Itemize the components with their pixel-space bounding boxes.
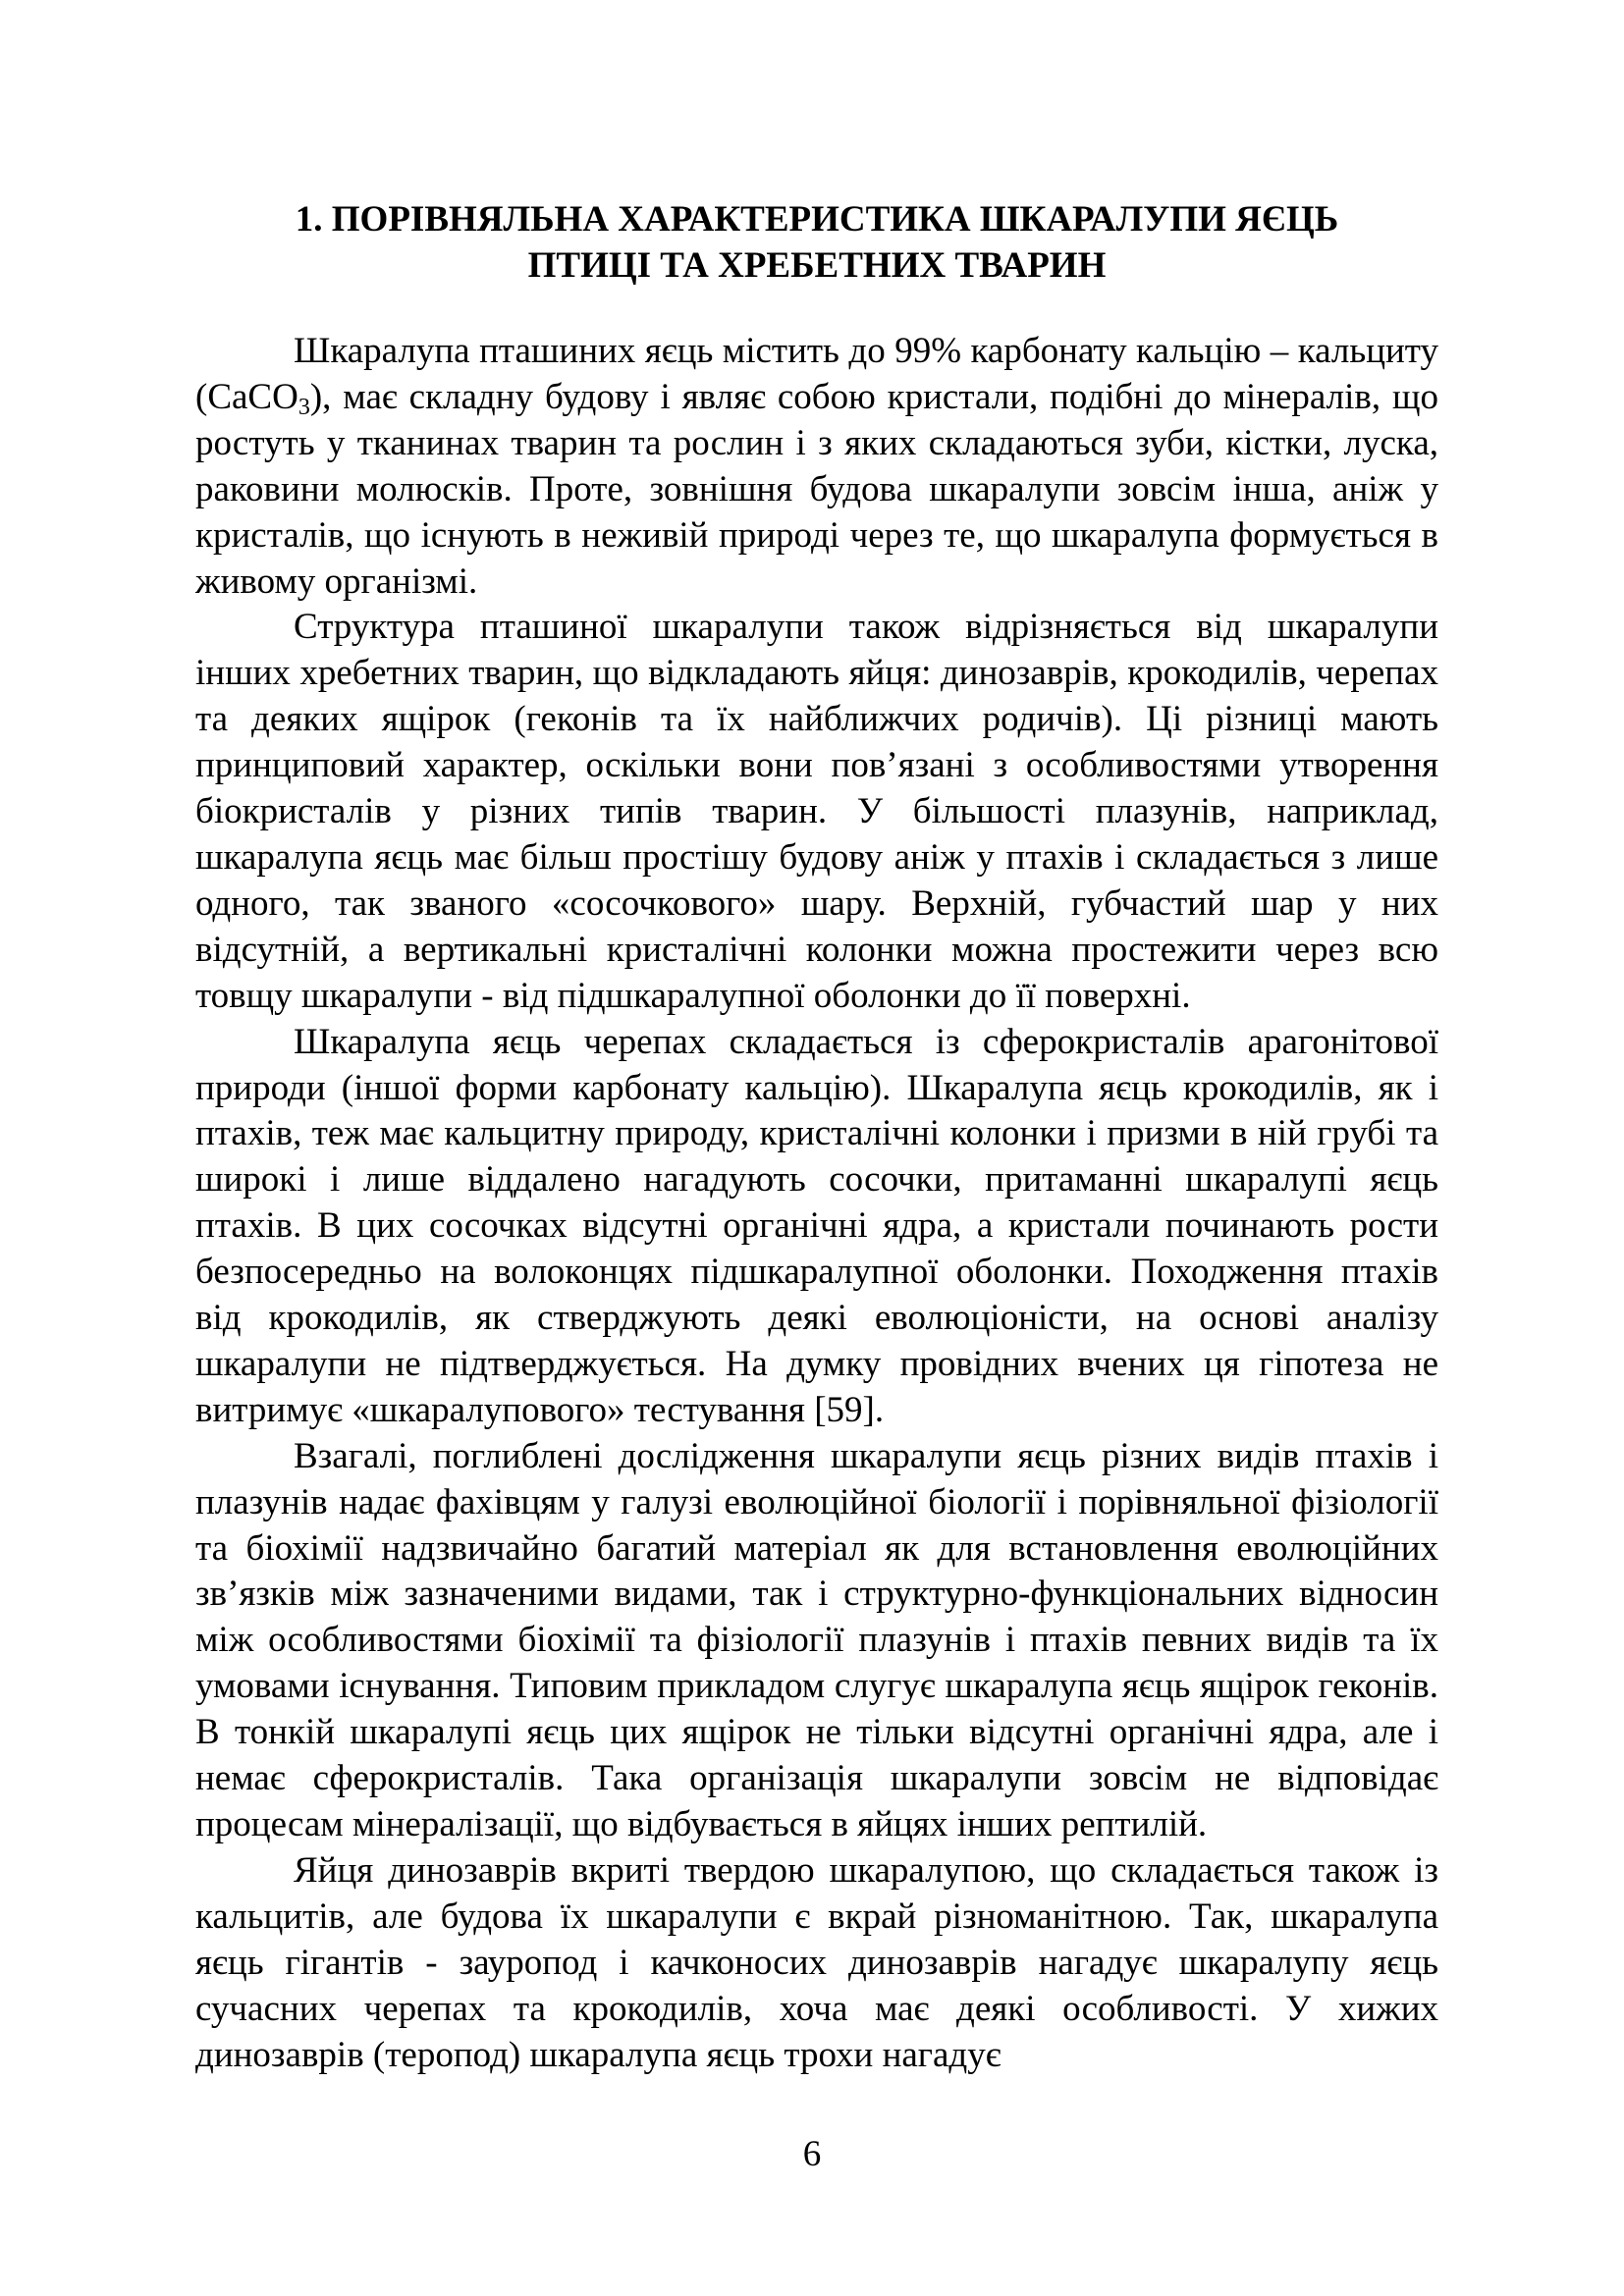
document-page [195,196,1438,2078]
paragraph-3: Шкаралупа яєць черепах складається із сферокристалів арагонітової природи (іншої форми карбонату кальцію). Шкаралупа яєць крокодилів, як і птахів, теж має кальцитну природу, кристалічні колонки і призми в ній грубі та широкі і лише віддалено нагадують сосочки, притаманні шкаралупі яєць птахів. В цих сосочках відсутні органічні ядра, а кристали починають рости безпосередньо на волоконцях підшкаралупної оболонки. Походження птахів від крокодилів, як стверджують деякі еволюціоністи, на основі аналізу шкаралупи не підтверджується. На думку провідних вчених ця гіпотеза не витримує «шкаралупового» тестування [59]. [195,1021,1438,1430]
paragraph-2: Структура пташиної шкаралупи також відрізняється від шкаралупи інших хребетних тварин, що відкладають яйця: динозаврів, крокодилів, черепах та деяких ящірок (геконів та їх найближчих родичів). Ці різниці мають принциповий характер, оскільки вони пов’язані з особливостями утворення біокристалів у різних типів тварин. У більшості плазунів, наприклад, шкаралупа яєць має більш простішу будову аніж у птахів і складається з лише одного, так званого «сосочкового» шару. Верхній, губчастий шар у них відсутній, а вертикальні кристалічні колонки можна простежити через всю товщу шкаралупи - від підшкаралупної оболонки до її поверхні. [195,607,1438,1016]
paragraph-5: Яйця динозаврів вкриті твердою шкаралупою, що складається також із кальцитів, але будова їх шкаралупи є вкрай різноманітною. Так, шкаралупа яєць гігантів - зауропод і качконосих динозаврів нагадує шкаралупу яєць сучасних черепах та крокодилів, хоча має деякі особливості. У хижих динозаврів (теропод) шкаралупа яєць трохи нагадує [195,1849,1438,2075]
heading-line-1: 1. ПОРІВНЯЛЬНА ХАРАКТЕРИСТИКА ШКАРАЛУПИ ЯЄЦЬ [295,199,1339,240]
section-heading [195,196,1438,289]
paragraph-4: Взагалі, поглиблені дослідження шкаралупи яєць різних видів птахів і плазунів надає фахівцям у галузі еволюційної біології і порівняльної фізіології та біохімії надзвичайно багатий матеріал як для встановлення еволюційних зв’язків між зазначеними видами, так і структурно-функціональних відносин між особливостями біохімії та фізіології плазунів і птахів певних видів та їх умовами існування. Типовим прикладом слугує шкаралупа яєць ящірок геконів. В тонкій шкаралупі яєць цих ящірок не тільки відсутні органічні ядра, але і немає сферокристалів. Така організація шкаралупи зовсім не відповідає процесам мінералізації, що відбувається в яйцях інших рептилій. [195,1435,1438,1844]
formula-subscript: 3 [298,394,310,420]
paragraph-1-text-end: ), має складну будову і являє собою кристали, подібні до мінералів, що ростуть у тканинах тварин та рослин і з яких складаються зуби, кістки, луска, раковини молюсків. Проте, зовнішня будова шкаралупи зовсім інша, аніж у кристалів, що існують в неживій природі через те, що шкаралупа формується в живому організмі. [195,376,1438,602]
paragraph-1-text-start: Шкаралупа пташиних яєць містить до 99% карбонату кальцію – кальциту (CaCO [195,331,1438,417]
page-number: 6 [802,2134,822,2174]
heading-line-2: ПТИЦІ ТА ХРЕБЕТНИХ ТВАРИН [527,245,1107,286]
paragraph-1 [195,329,1438,605]
